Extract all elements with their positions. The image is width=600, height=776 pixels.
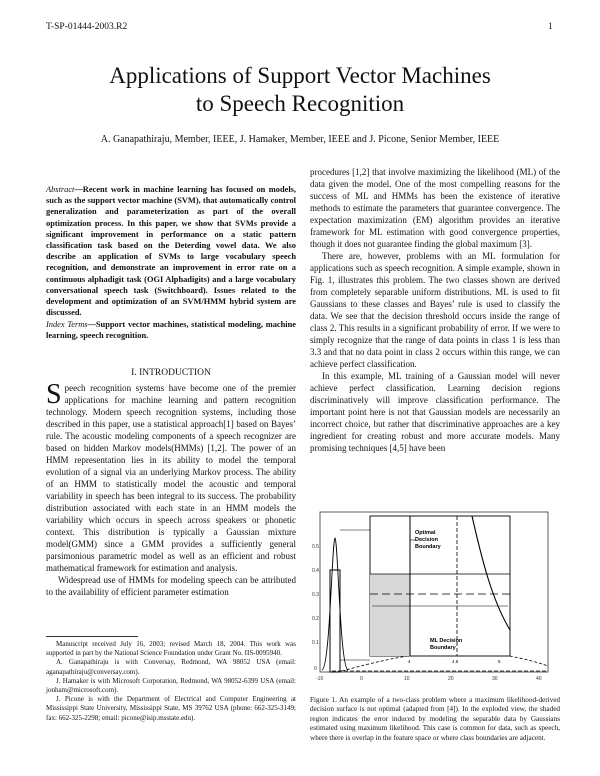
figure-1: [312, 510, 562, 692]
inset-x-tick-1: 4.5: [452, 659, 459, 664]
right-column-body: [310, 166, 560, 454]
y-tick-4: 0.1: [312, 640, 319, 646]
right-paragraph-1: procedures [1,2] that involve maximizing the likelihood (ML) of the data given the model. One of the most compelling reasons for the success of ML and HMMs has been the existence of iterative methods to estimate the parameters that guarantee convergence. The expectation maximization (EM) algorithm provides an iterative framework for ML estimation with good convergence properties, though it does not guarantee finding the global maximum [3].: [310, 167, 560, 249]
right-paragraph-2: There are, however, problems with an ML formulation for applications such as speech recognition. A simple example, shown in Fig. 1, illustrates this problem. The two classes shown are derived from completely separable uniform distributions. ML is used to fit Gaussians to these classes and Bayes’ rule is used to classify the data. We see that the decision threshold occurs inside the range of class 2. This results in a significant probability of error. If we were to simply recognize that the range of data points in class 1 is less than 3.3 and that no data point in class 2 occurs within this range, we can achieve perfect classification.: [310, 251, 560, 369]
title-line-1: Applications of Support Vector Machines: [109, 63, 491, 88]
figure-1-plot: [312, 510, 562, 692]
introduction-body: [46, 379, 296, 598]
footnote-author-1: A. Ganapathiraju is with Conversay, Redmond, WA 98052 USA (email: aganapathiraju@conversay.com).: [46, 658, 296, 676]
footnote-author-3: J. Picone is with the Department of Electrical and Computer Engineering at Mississippi State University, Mississippi State, MS 39762 USA (phone: 662-325-3149; fax: 662-325-2298; email: picone@isip.msstate.edu).: [46, 695, 296, 722]
abstract: [46, 184, 296, 318]
x-tick-1: 0: [360, 676, 363, 682]
right-paragraph-3: In this example, ML training of a Gaussian model will never achieve perfect classification. Learning decision regions discriminatively will improve classification performance. The important point here is not that Gaussian models are necessarily an incorrect choice, but rather that discriminative approaches are a key ingredient for creating robust and more accurate models. Many promising techniques [4,5] have been: [310, 371, 560, 453]
optimal-boundary-label-2: Decision: [415, 537, 438, 543]
inset-x-tick-0: 4: [408, 659, 411, 664]
inset-x-tick-2: 5: [498, 659, 501, 664]
index-terms-label: Index Terms: [46, 320, 88, 329]
intro-paragraph-1: peech recognition systems have become one of the premier applications for machine learning and pattern recognition technology. Modern speech recognition systems, including those described in this paper, use a statistical approach[1] based on Bayes’ rule. The acoustic modeling components of a speech recognizer are based on hidden Markov models(HMMs) [1,2]. The power of an HMM representation lies in its ability to model the temporal evolution of a signal via an underlying Markov process. The ability of an HMM to statistically model the acoustic and temporal variability in speech has been integral to its success. The probability distribution associated with each state in an HMM models the variability which occurs in speech across speakers or phonetic context. This distribution is typically a Gaussian mixture model(GMM) since a GMM provides a sufficiently general parsimonious parametric model as well as an efficient and robust mathematical framework for estimation and analysis.: [46, 383, 296, 573]
figure-caption: Figure 1. An example of a two-class problem where a maximum likelihood-derived decision surface is not optimal (adapted from [4]). In the exploded view, the shaded region indicates the error induced by modeling the separable data by Gaussians estimated using maximum likelihood. This case is common for data, such as speech, where there is overlap in the feature space or where class boundaries are adjacent.: [310, 696, 560, 742]
class-1-gaussian: [322, 538, 348, 670]
section-heading: I. INTRODUCTION: [131, 368, 211, 378]
abstract-text: —Recent work in machine learning has focused on models, such as the support vector machine (SVM), that automatically control generalization and parameterization as part of the overall optimization process. In this paper, we show that SVMs provide a significant improvement in performance on a static pattern classification task based on the Deterding vowel data. We also describe an application of SVMs to large vocabulary speech recognition, and demonstrate an improvement in error rate on a continuous alphadigit task (OGI Alphadigits) and a large vocabulary conversational speech task (Switchboard). Issues related to the development and optimization of an SVM/HMM hybrid system are discussed.: [46, 185, 296, 318]
index-terms-text: —Support vector machines, statistical modeling, machine learning, speech recognition.: [46, 320, 296, 341]
x-tick-5: 40: [536, 676, 542, 682]
y-tick-2: 0.3: [312, 592, 319, 598]
footnote-received: Manuscript received July 16, 2003; revised March 18, 2004. This work was supported in part by the National Science Foundation under Grant No. IIS-0095940.: [46, 640, 296, 658]
ml-boundary-label-2: Boundary: [430, 645, 456, 651]
y-tick-3: 0.2: [312, 616, 319, 622]
x-tick-4: 30: [492, 676, 498, 682]
error-shaded-region: [370, 574, 410, 656]
x-tick-0: -10: [316, 676, 324, 682]
footnote-rule: [46, 636, 138, 637]
x-tick-2: 10: [404, 676, 410, 682]
abstract-label: Abstract: [46, 185, 75, 194]
title-line-2: to Speech Recognition: [195, 91, 405, 116]
y-tick-0: 0.5: [312, 544, 319, 550]
optimal-boundary-label-3: Boundary: [415, 544, 441, 550]
footnote-author-2: J. Hamaker is with Microsoft Corporation, Redmond, WA 98052-6399 USA (email: jonham@microsoft.com).: [46, 676, 296, 695]
running-header: T-SP-01444-2003.R2: [46, 22, 128, 32]
y-tick-5: 0: [314, 666, 317, 672]
ml-boundary-label-1: ML Decision: [430, 638, 463, 644]
author-list: A. Ganapathiraju, Member, IEEE, J. Hamaker, Member, IEEE and J. Picone, Senior Member, IEEE: [100, 134, 500, 145]
footnotes: [46, 640, 296, 723]
y-tick-1: 0.4: [312, 568, 319, 574]
x-tick-3: 20: [448, 676, 454, 682]
paper-title: [0, 62, 600, 118]
intro-paragraph-2: Widespread use of HMMs for modeling speech can be attributed to the availability of efficient parameter estimation: [46, 575, 296, 597]
page-number: 1: [548, 22, 553, 32]
optimal-boundary-label-1: Optimal: [415, 530, 436, 536]
index-terms: [46, 319, 296, 341]
exploded-view-inset: [370, 516, 510, 664]
drop-cap: S: [46, 379, 62, 410]
